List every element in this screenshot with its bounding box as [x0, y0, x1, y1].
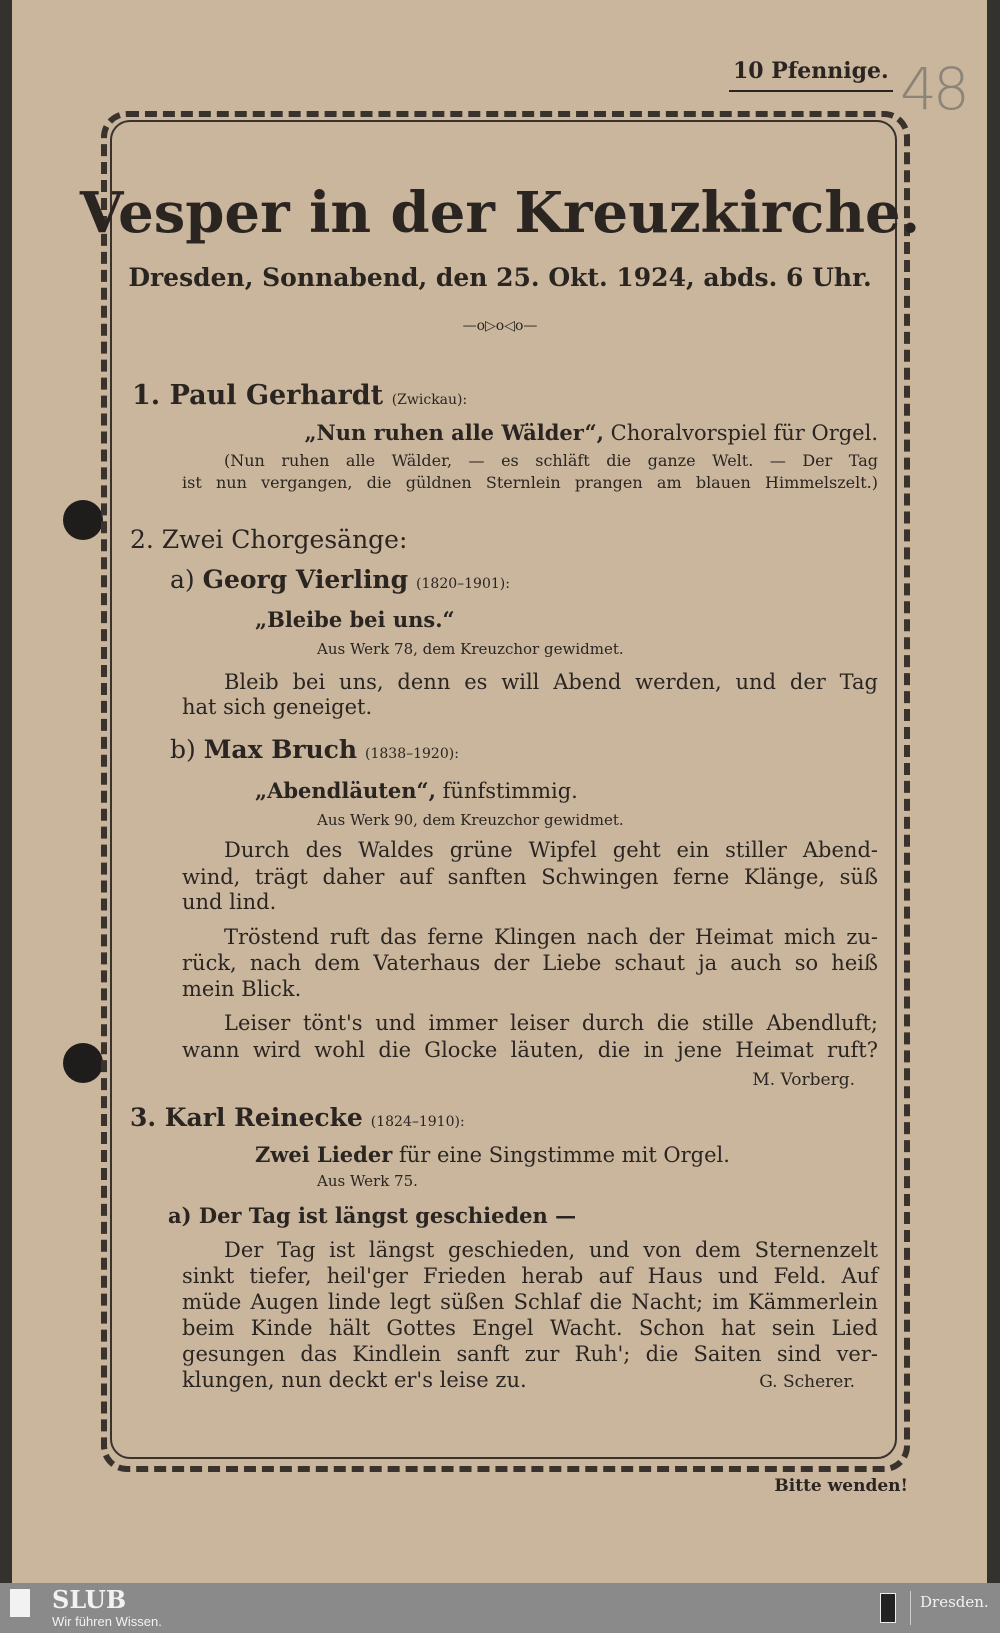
composer: Georg Vierling: [202, 565, 409, 594]
item1-work: [304, 420, 878, 445]
work-desc: Choralvorspiel für Orgel.: [610, 421, 878, 445]
work-note: Aus Werk 75.: [317, 1172, 418, 1190]
item3-heading: [130, 1103, 465, 1132]
work-desc: fünfstimmig.: [442, 779, 578, 803]
item1-heading: [132, 380, 467, 411]
label: b): [170, 735, 196, 764]
lyrics-line: Durch des Waldes grüne Wipfel geht ein stiller Abend-: [224, 838, 878, 862]
lyrics-line: wind, trägt daher auf sanften Schwingen ferne Klänge, süß: [182, 865, 878, 889]
lyrics-line: rück, nach dem Vaterhaus der Liebe schaut ja auch so heiß: [182, 951, 878, 975]
lyrics-line: beim Kinde hält Gottes Engel Wacht. Schon hat sein Lied: [182, 1316, 878, 1340]
author: G. Scherer.: [759, 1372, 855, 1392]
turn-over-note: Bitte wenden!: [774, 1476, 908, 1496]
subtitle: Dresden, Sonnabend, den 25. Okt. 1924, abds. 6 Uhr.: [128, 263, 872, 292]
handwritten-number: 48: [900, 55, 966, 123]
lyrics-line: Der Tag ist längst geschieden, und von dem Sternenzelt: [224, 1238, 878, 1262]
composer: 1. Paul Gerhardt: [132, 380, 384, 411]
origin: (Zwickau):: [391, 392, 468, 408]
lyrics-line: müde Augen linde legt süßen Schlaf die Nacht; im Kämmerlein: [182, 1290, 878, 1314]
composer: Max Bruch: [203, 735, 358, 764]
price: 10 Pfennige.: [729, 58, 893, 92]
item2a-heading: [170, 565, 510, 594]
dates: (1820–1901):: [416, 576, 510, 592]
coat-of-arms-icon: [880, 1593, 896, 1623]
slub-logo[interactable]: SLUB: [52, 1585, 127, 1614]
work-title: „Nun ruhen alle Wälder“,: [304, 420, 604, 445]
lyrics-line: gesungen das Kindlein sanft zur Ruh'; die Saiten sind ver-: [182, 1342, 878, 1366]
dates: (1838–1920):: [365, 746, 459, 762]
dates: (1824–1910):: [370, 1114, 465, 1130]
song-title: a) Der Tag ist längst geschieden —: [168, 1203, 577, 1228]
work: [255, 1142, 730, 1167]
punch-hole: [63, 1043, 103, 1083]
ornament: —o▷o◁o—: [462, 318, 538, 334]
lyrics-line: sinkt tiefer, heil'ger Frieden herab auf Haus und Feld. Auf: [182, 1264, 878, 1288]
lyrics-line: wann wird wohl die Glocke läuten, die in jene Heimat ruft?: [182, 1038, 878, 1062]
dresden-logo[interactable]: Dresden.: [920, 1593, 989, 1611]
lyrics-line: Bleib bei uns, denn es will Abend werden, und der Tag: [224, 670, 878, 694]
work-title: „Bleibe bei uns.“: [255, 607, 455, 632]
punch-hole: [63, 500, 103, 540]
work-note: Aus Werk 90, dem Kreuzchor gewidmet.: [317, 811, 624, 829]
lyrics-line: klungen, nun deckt er's leise zu.: [182, 1368, 527, 1392]
author: M. Vorberg.: [752, 1070, 855, 1090]
work-desc: für eine Singstimme mit Orgel.: [398, 1143, 730, 1167]
work-title: „Abendläuten“,: [255, 778, 436, 803]
item2b-heading: [170, 735, 459, 764]
lyrics-line: mein Blick.: [182, 977, 302, 1001]
lyrics-line: hat sich geneiget.: [182, 695, 373, 719]
lyrics-line: und lind.: [182, 890, 277, 914]
lyrics-line: ist nun vergangen, die güldnen Sternlein prangen am blauen Himmelszelt.): [182, 473, 878, 492]
label: a): [170, 565, 195, 594]
page-title: Vesper in der Kreuzkirche.: [79, 180, 921, 246]
lyrics-line: Leiser tönt's und immer leiser durch die stille Abendluft;: [224, 1011, 878, 1035]
slogan: Wir führen Wissen.: [52, 1614, 162, 1629]
lyrics-line: Tröstend ruft das ferne Klingen nach der Heimat mich zu-: [224, 925, 878, 949]
work-title: Zwei Lieder: [255, 1142, 393, 1167]
footer-bar: [0, 1583, 1000, 1633]
composer: 3. Karl Reinecke: [130, 1103, 363, 1132]
work-note: Aus Werk 78, dem Kreuzchor gewidmet.: [317, 640, 624, 658]
book-icon: [10, 1589, 30, 1617]
item2-heading: 2. Zwei Chorgesänge:: [130, 525, 408, 554]
work: [255, 778, 578, 803]
lyrics-line: (Nun ruhen alle Wälder, — es schläft die ganze Welt. — Der Tag: [224, 451, 878, 470]
